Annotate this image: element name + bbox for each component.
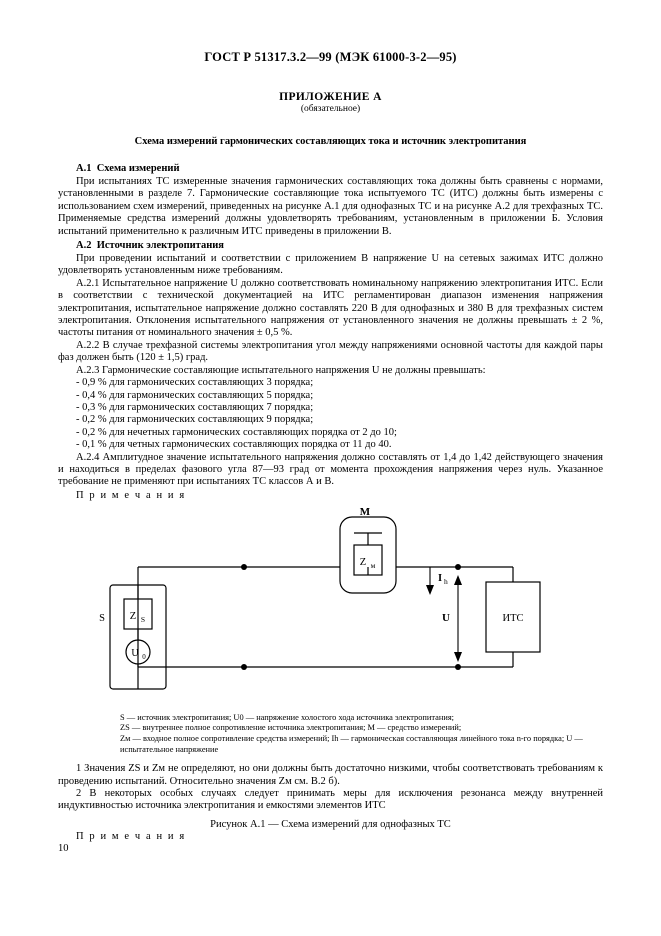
figure-note: 2 В некоторых особых случаях следует принимать меры для исключения резонанса между внутренней индуктивностью источника электропитания и емкостями элементов ИТС (58, 787, 603, 812)
paragraph-a23: А.2.3 Гармонические составляющие испытательного напряжения U не должны превышать: (76, 364, 486, 376)
legend-line: ZS — внутреннее полное сопротивление источника электропитания; М — средство измерений; (120, 723, 462, 733)
section-number-a2: А.2 (76, 240, 92, 252)
paragraph-a22: А.2.2 В случае трехфазной системы электропитания угол между напряжениями основной частоты для каждой пары фаз должен быть (120 ± 1,5) град. (58, 339, 603, 364)
list-item: - 0,3 % для гармонических составляющих 7 порядка; (76, 401, 314, 413)
figure-caption: Рисунок А.1 — Схема измерений для однофазных ТС (210, 818, 451, 830)
svg-text:Z: Z (359, 556, 367, 568)
section-number-a1: А.1 (76, 163, 92, 174)
section-title-a2: Источник электропитания (96, 240, 224, 252)
paragraph-a1-1: При испытаниях ТС измеренные значения гармонических составляющих тока должны быть сравнены с нормами, установленными в разделе 7. Гармонические составляющие тока испытуемого ТС (ИТС) должны быть измерены с использованием схем измерений, приведенных на рисунке А.1 для однофазных ТС и на рисунке А.2 для трехфазных ТС. Применяемые средства измерений должны удовлетворять требованиям, установленным в приложении Б. Условия испытаний применительно к различным ИТС приведены в приложении В. (58, 176, 603, 237)
legend-line: Zм — входное полное сопротивление средства измерений; Ih — гармоническая составляющая линейного тока n-го порядка; U — испытательное напряжение (120, 733, 583, 754)
annex-title: ПРИЛОЖЕНИЕ А (279, 91, 382, 103)
svg-text:M: M (359, 506, 371, 518)
figure-a1 (58, 507, 603, 707)
svg-text:I: I (438, 572, 443, 584)
svg-text:Z: Z (129, 610, 137, 622)
svg-text:h: h (444, 576, 448, 586)
svg-text:0: 0 (142, 652, 146, 661)
list-item: - 0,9 % для гармонических составляющих 3 порядка; (76, 377, 314, 389)
svg-text:S: S (140, 614, 146, 624)
notes-label-top: П р и м е ч а н и я (76, 489, 186, 501)
page-header: ГОСТ Р 51317.3.2—99 (МЭК 61000-3-2—95) (204, 50, 457, 64)
svg-text:ИТС: ИТС (502, 612, 524, 624)
page-number: 10 (58, 843, 69, 854)
list-item: - 0,4 % для гармонических составляющих 5 порядка; (76, 389, 314, 401)
list-item: - 0,2 % для нечетных гармонических составляющих порядка от 2 до 10; (76, 426, 397, 438)
section-title-a1: Схема измерений (96, 163, 180, 174)
paragraph-a24: А.2.4 Амплитудное значение испытательного напряжения должно составлять от 1,4 до 1,42 действующего значения и находиться в пределах фазового угла 87—93 град от момента прохождения напряжения через нуль. Указанное требование не применяют при испытаниях ТС классов А и В. (58, 451, 603, 488)
annex-subtitle: (обязательное) (300, 104, 361, 114)
figure-legend (58, 713, 603, 755)
paragraph-a2-intro: При проведении испытаний и соответствии с приложением В напряжение U на сетевых зажимах ИТС должно удовлетворять установленным ниже требованиям. (58, 253, 603, 277)
figure-note: 1 Значения ZS и Zм не определяют, но они должны быть достаточно низкими, чтобы соответствовать требованиям к проведению испытаний. Относительно значения Zм см. В.2 б). (58, 763, 603, 787)
list-item: - 0,2 % для гармонических составляющих 9 порядка; (76, 414, 314, 426)
figure-notes (58, 763, 603, 813)
svg-text:U: U (442, 611, 450, 624)
svg-text:S: S (99, 612, 105, 624)
legend-line: S — источник электропитания; U0 — напряжение холостого хода источника электропитания; (120, 712, 455, 722)
measurement-circuit-diagram (58, 507, 603, 707)
section-heading-a1 (58, 163, 603, 174)
harmonic-limits-list (58, 377, 603, 451)
section-heading-a2 (58, 240, 603, 251)
svg-text:м: м (370, 560, 376, 570)
paragraph-a21: А.2.1 Испытательное напряжение U должно соответствовать номинальному напряжению электропитания ИТС. Если в соответствии с технической документацией на ИТС регламентирован диапазон изменения напряжения электропитания, испытательное напряжение должно составлять 220 В для однофазных и 380 В для трехфазных систем электропитания. Отклонения испытательного напряжения от установленного значения не должны превышать ± 2 %, частоты питания от номинального значения ± 0,5 %. (58, 277, 603, 339)
notes-label-bottom: П р и м е ч а н и я (76, 830, 186, 842)
list-item: - 0,1 % для четных гармонических составляющих порядка от 11 до 40. (76, 439, 392, 451)
document-title: Схема измерений гармонических составляющих тока и источник электропитания (134, 136, 527, 147)
svg-text:U: U (131, 647, 139, 659)
